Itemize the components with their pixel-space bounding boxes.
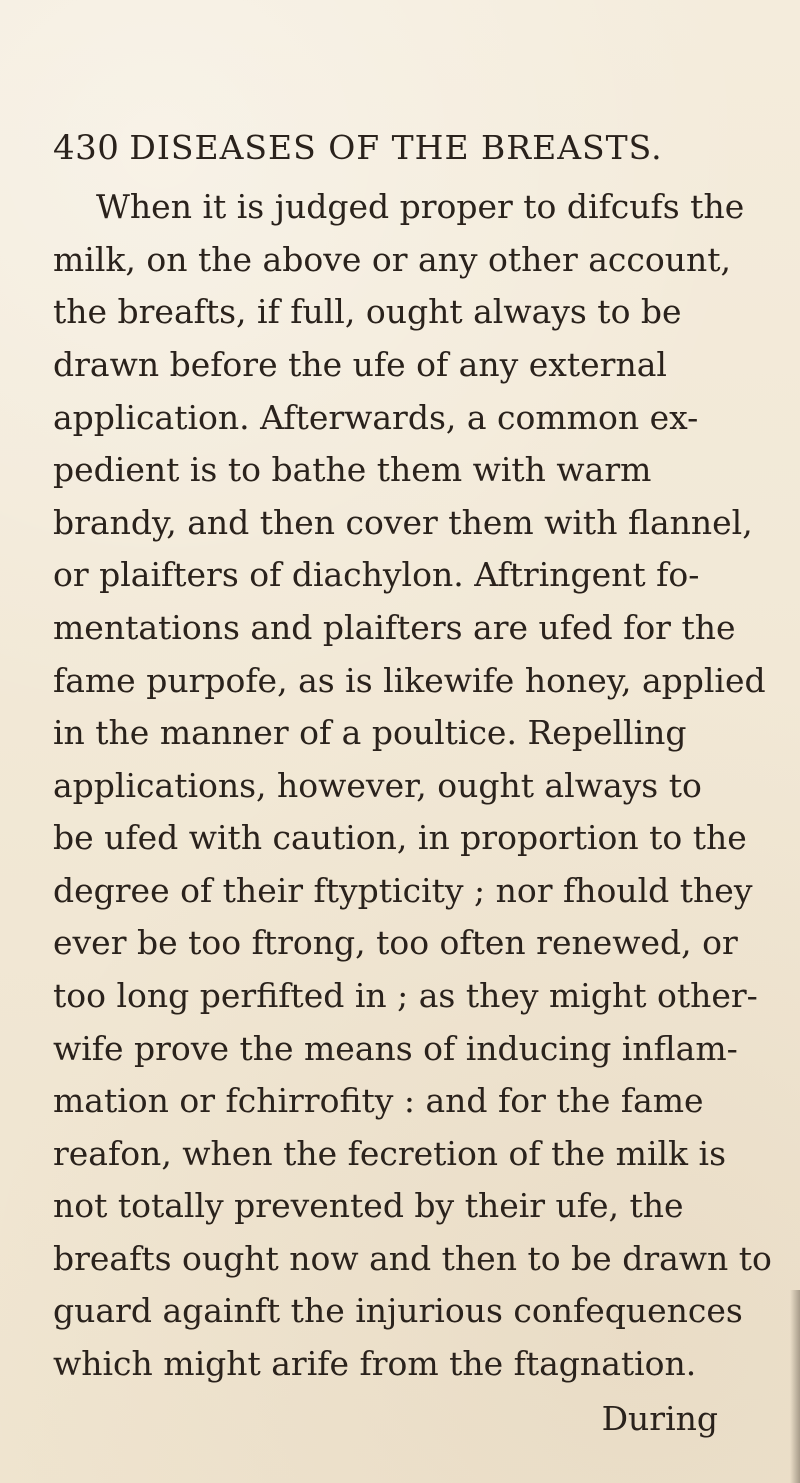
text-line: applications, however, ought always to: [53, 766, 702, 805]
page-number: 430: [53, 128, 120, 168]
text-line: in the manner of a poultice. Repelling: [53, 713, 687, 752]
text-line: be ufed with caution, in proportion to the: [53, 818, 747, 857]
text-line: drawn before the ufe of any external: [53, 345, 667, 384]
text-line: mentations and plaifters are ufed for the: [53, 608, 736, 647]
text-line: which might arife from the ftagnation.: [53, 1344, 697, 1383]
text-line: guard againft the injurious confequences: [53, 1291, 743, 1330]
text-line: fame purpofe, as is likewife honey, applied: [53, 661, 766, 700]
text-line: not totally prevented by their ufe, the: [53, 1186, 684, 1225]
catchword: During: [601, 1399, 718, 1438]
text-line: wife prove the means of inducing inflam-: [53, 1029, 738, 1068]
page-edge-shadow: [790, 1290, 800, 1483]
text-line: application. Afterwards, a common ex-: [53, 398, 699, 437]
text-line: or plaifters of diachylon. Aftringent fo-: [53, 555, 700, 594]
text-line: too long perfifted in ; as they might other-: [53, 976, 758, 1015]
text-line: reafon, when the fecretion of the milk is: [53, 1134, 727, 1173]
text-line: When it is judged proper to difcufs the: [96, 187, 745, 226]
text-line: mation or fchirrofity : and for the fame: [53, 1081, 704, 1120]
text-line: brandy, and then cover them with flannel,: [53, 503, 753, 542]
text-line: pedient is to bathe them with warm: [53, 450, 652, 489]
text-line: the breafts, if full, ought always to be: [53, 292, 682, 331]
text-line: breafts ought now and then to be drawn to: [53, 1239, 772, 1278]
running-title: DISEASES OF THE BREASTS.: [129, 128, 663, 167]
text-line: degree of their ftypticity ; nor fhould they: [53, 871, 753, 910]
text-line: milk, on the above or any other account,: [53, 240, 731, 279]
text-line: ever be too ftrong, too often renewed, or: [53, 923, 738, 962]
